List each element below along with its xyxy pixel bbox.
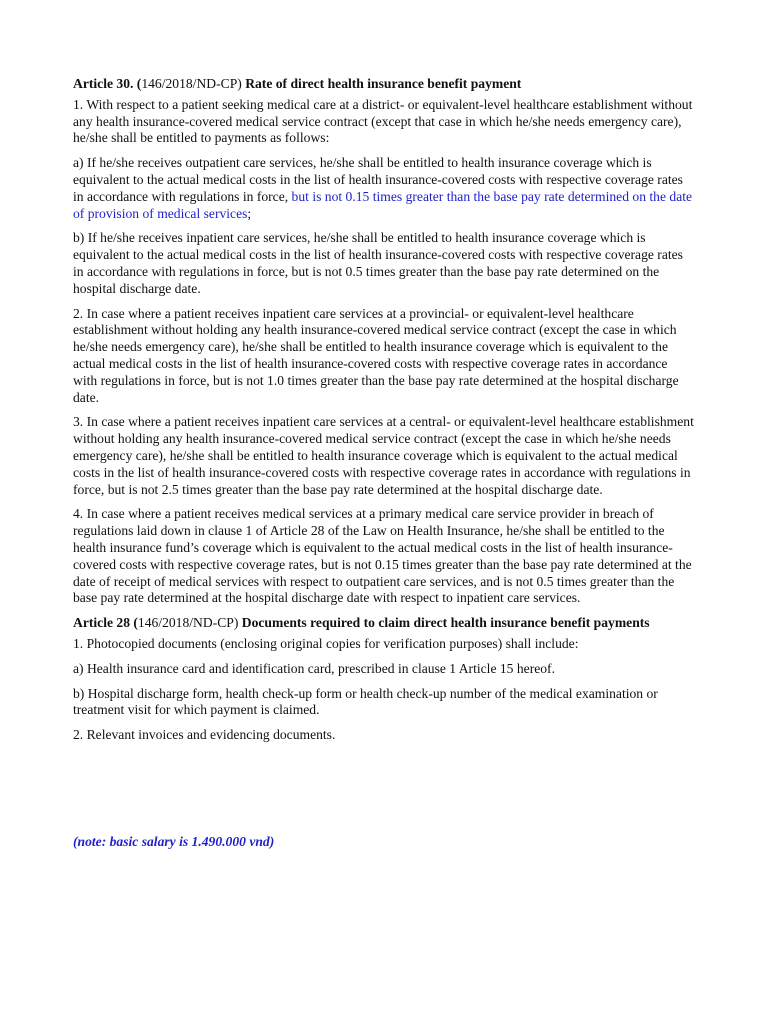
- document-body: [73, 76, 695, 752]
- article-28-clause-2: 2. Relevant invoices and evidencing documents.: [73, 727, 336, 743]
- article-30-clause-1a-end: ;: [247, 205, 252, 221]
- article-30-title: Rate of direct health insurance benefit payment: [245, 76, 522, 91]
- article-30-clause-1b: b) If he/she receives inpatient care services, he/she shall be entitled to health insurance coverage which is equivalent to the actual medical costs in the list of health insurance-covered costs with respective coverage rates in accordance with regulations in force, but is not 0.5 times greater than the base pay rate determined on the hospital discharge date.: [73, 230, 683, 296]
- article-30-clause-2: 2. In case where a patient receives inpatient care services at a provincial- or equivalent-level healthcare establishment without holding any health insurance-covered medical service contract (except the case in which he/she needs emergency care), he/she shall be entitled to health insurance coverage which is equivalent to the actual medical costs in the list of health insurance-covered costs with respective coverage rates in accordance with regulations in force, but is not 1.0 times greater than the base pay rate determined at the hospital discharge date.: [73, 305, 679, 405]
- article-28-label: Article 28 (: [73, 615, 138, 631]
- article-30-label: Article 30. (: [73, 76, 142, 91]
- article-30-clause-3: 3. In case where a patient receives inpatient care services at a central- or equivalent-level healthcare establishment without holding any health insurance-covered medical service contract (except the case in which he/she needs emergency care), he/she shall be entitled to health insurance coverage which is equivalent to the actual medical costs in the list of health insurance-covered costs with respective coverage rates in accordance with regulations in force, but is not 2.5 times greater than the base pay rate determined at the hospital discharge date.: [73, 414, 694, 497]
- article-30-clause-1a-text: a) If he/she receives outpatient care services, he/she shall be entitled to health insurance coverage which is equivalent to the actual medical costs in the list of health insurance-covered costs with respective coverage rates in accordance with regulations in force,: [73, 155, 683, 204]
- article-28-title: Documents required to claim direct health insurance benefit payments: [241, 615, 650, 631]
- article-30-clause-1a-highlight: but is not 0.15 times greater than the base pay rate determined on the date of provision of medical services: [73, 188, 693, 221]
- article-30-ref: 146/2018/ND-CP): [141, 76, 242, 91]
- article-28-clause-1a: a) Health insurance card and identification card, prescribed in clause 1 Article 15 hereof.: [73, 660, 555, 676]
- article-28-clause-1b: b) Hospital discharge form, health check-up form or health check-up number of the medical examination or treatment visit for which payment is claimed.: [73, 685, 658, 718]
- article-30-clause-4: 4. In case where a patient receives medical services at a primary medical care service provider in breach of regulations laid down in clause 1 of Article 28 of the Law on Health Insurance, he/she shall be entitled to the health insurance fund’s coverage which is equivalent to the actual medical costs in the list of health insurance-covered costs with respective coverage rates, but is not 0.15 times greater than the base pay rate determined at the date of receipt of medical services with respect to outpatient care services, and is not 0.5 times greater than the base pay rate determined at the hospital discharge date with respect to inpatient care services.: [73, 506, 692, 606]
- article-30-clause-1: 1. With respect to a patient seeking medical care at a district- or equivalent-level healthcare establishment without any health insurance-covered medical service contract (except that case in which he/she needs emergency care), he/she shall be entitled to payments as follows:: [73, 96, 693, 146]
- article-28-ref: 146/2018/ND-CP): [137, 615, 239, 631]
- basic-salary-note: (note: basic salary is 1.490.000 vnd): [73, 834, 275, 849]
- article-28-heading: [73, 615, 695, 632]
- article-30-heading: [73, 76, 695, 93]
- article-30-clause-1a: [73, 155, 695, 222]
- article-28-clause-1: 1. Photocopied documents (enclosing original copies for verification purposes) shall include:: [73, 635, 579, 651]
